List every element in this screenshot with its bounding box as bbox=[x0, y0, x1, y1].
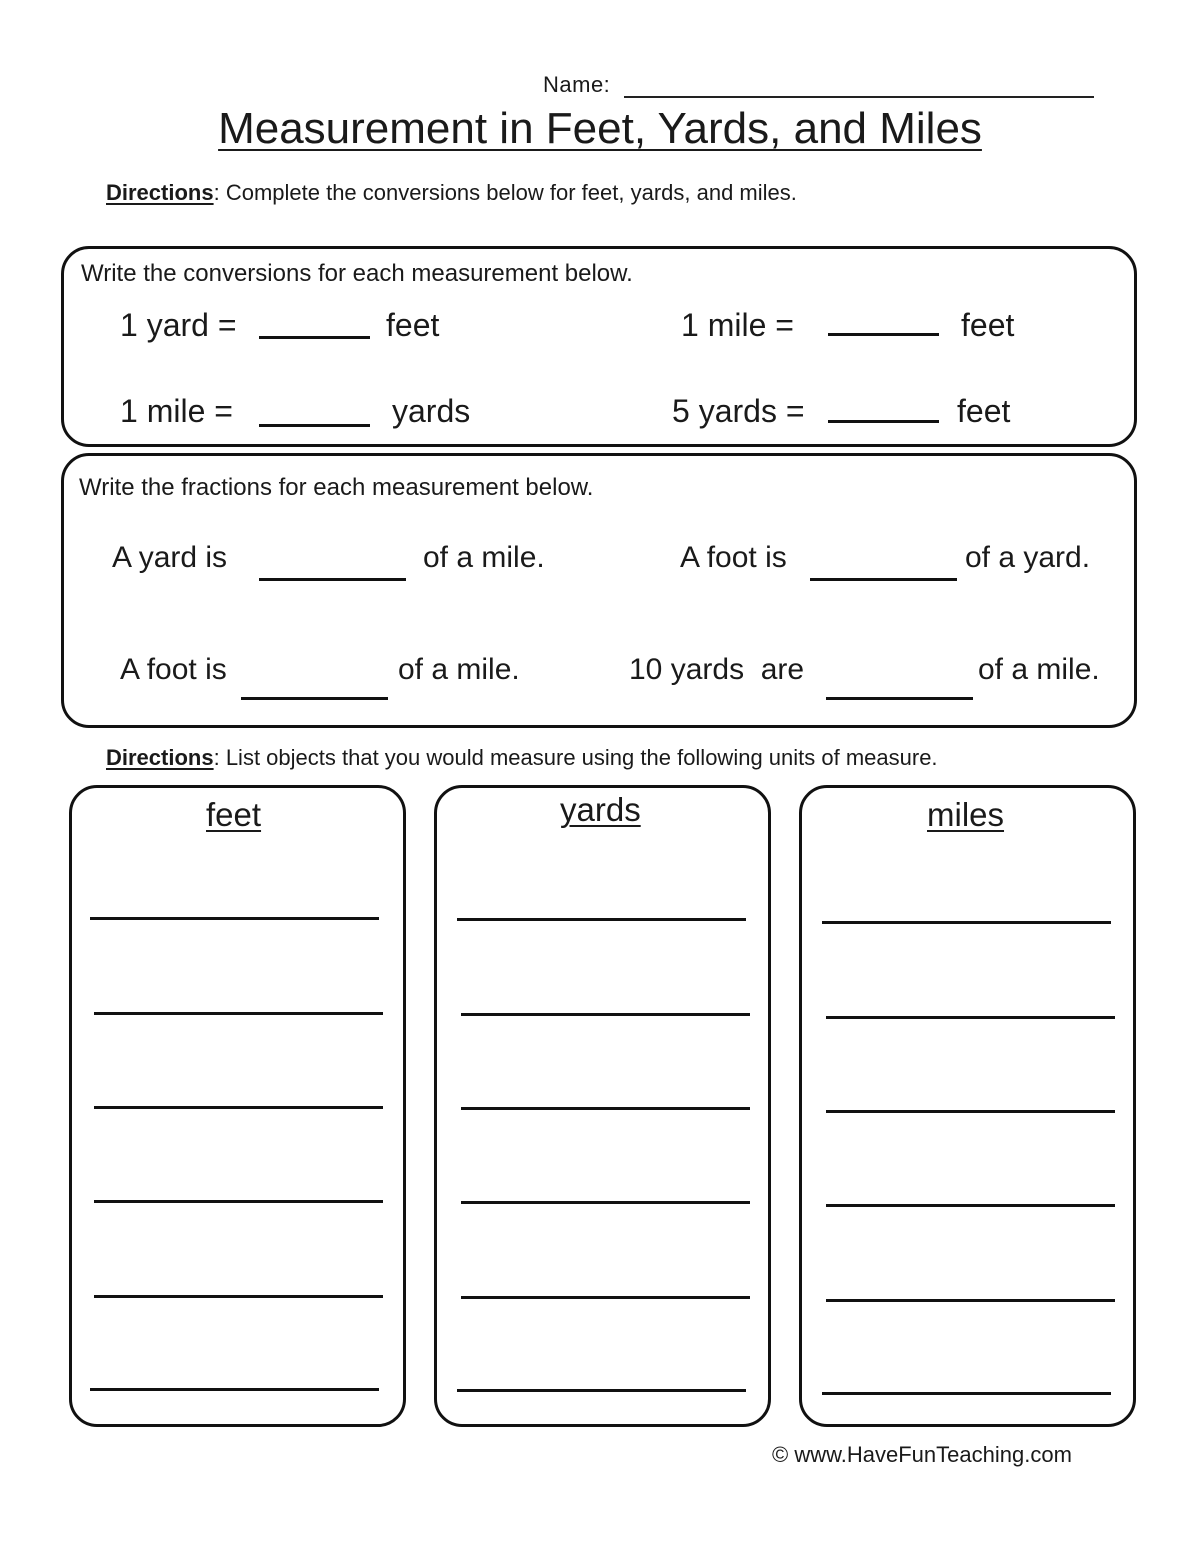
feet-answer-line[interactable] bbox=[94, 1200, 383, 1203]
fraction-q2-suffix: of a yard. bbox=[965, 541, 1091, 574]
directions-label: Directions bbox=[106, 745, 214, 770]
feet-answer-line[interactable] bbox=[94, 1012, 383, 1015]
conversion-q3-label: 1 mile = bbox=[120, 393, 233, 429]
directions-label: Directions bbox=[106, 180, 214, 205]
fraction-q3-blank[interactable] bbox=[241, 697, 388, 700]
miles-answer-line[interactable] bbox=[822, 1392, 1111, 1395]
fraction-q4-label: 10 yards are bbox=[629, 653, 805, 686]
conversions-caption: Write the conversions for each measurement below. bbox=[81, 260, 633, 287]
conversion-q2-blank[interactable] bbox=[828, 333, 939, 336]
feet-answer-line[interactable] bbox=[90, 1388, 379, 1391]
copyright-footer: © www.HaveFunTeaching.com bbox=[772, 1442, 1072, 1467]
feet-answer-line[interactable] bbox=[94, 1106, 383, 1109]
fraction-q2-blank[interactable] bbox=[810, 578, 957, 581]
fraction-q2-label: A foot is bbox=[680, 541, 787, 574]
conversion-q1-blank[interactable] bbox=[259, 336, 370, 339]
yards-column-heading: yards bbox=[560, 791, 641, 828]
directions-text: : List objects that you would measure using the following units of measure. bbox=[213, 745, 938, 770]
conversion-q1-unit: feet bbox=[386, 307, 440, 343]
conversion-q3-unit: yards bbox=[392, 393, 471, 429]
conversion-q4-blank[interactable] bbox=[828, 420, 939, 423]
directions-conversions bbox=[106, 180, 797, 206]
yards-answer-line[interactable] bbox=[457, 918, 746, 921]
feet-answer-line[interactable] bbox=[90, 917, 379, 920]
miles-answer-line[interactable] bbox=[826, 1110, 1115, 1113]
fraction-q1-blank[interactable] bbox=[259, 578, 406, 581]
fraction-q4-suffix: of a mile. bbox=[978, 653, 1100, 686]
fraction-q1-label: A yard is bbox=[112, 541, 228, 574]
yards-answer-line[interactable] bbox=[461, 1296, 750, 1299]
directions-text: : Complete the conversions below for feet, yards, and miles. bbox=[213, 180, 797, 205]
yards-column bbox=[434, 785, 771, 1427]
yards-answer-line[interactable] bbox=[461, 1013, 750, 1016]
feet-column-heading: feet bbox=[206, 796, 262, 833]
conversion-q3-blank[interactable] bbox=[259, 424, 370, 427]
conversion-q4-label: 5 yards = bbox=[672, 393, 805, 429]
yards-answer-line[interactable] bbox=[461, 1107, 750, 1110]
miles-column-heading: miles bbox=[927, 796, 1005, 833]
miles-answer-line[interactable] bbox=[826, 1016, 1115, 1019]
fraction-q3-suffix: of a mile. bbox=[398, 653, 520, 686]
directions-list bbox=[106, 745, 938, 771]
fraction-q4-blank[interactable] bbox=[826, 697, 973, 700]
miles-answer-line[interactable] bbox=[826, 1204, 1115, 1207]
yards-answer-line[interactable] bbox=[461, 1201, 750, 1204]
miles-column bbox=[799, 785, 1136, 1427]
miles-answer-line[interactable] bbox=[826, 1299, 1115, 1302]
fraction-q1-suffix: of a mile. bbox=[423, 541, 545, 574]
yards-answer-line[interactable] bbox=[457, 1389, 746, 1392]
name-field-line[interactable] bbox=[624, 96, 1094, 98]
feet-answer-line[interactable] bbox=[94, 1295, 383, 1298]
miles-answer-line[interactable] bbox=[822, 921, 1111, 924]
page-title: Measurement in Feet, Yards, and Miles bbox=[218, 104, 982, 153]
name-label: Name: bbox=[543, 72, 611, 97]
conversion-q2-unit: feet bbox=[961, 307, 1015, 343]
conversion-q2-label: 1 mile = bbox=[681, 307, 794, 343]
conversion-q4-unit: feet bbox=[957, 393, 1011, 429]
fractions-caption: Write the fractions for each measurement below. bbox=[79, 474, 594, 501]
fraction-q3-label: A foot is bbox=[120, 653, 227, 686]
conversion-q1-label: 1 yard = bbox=[120, 307, 237, 343]
